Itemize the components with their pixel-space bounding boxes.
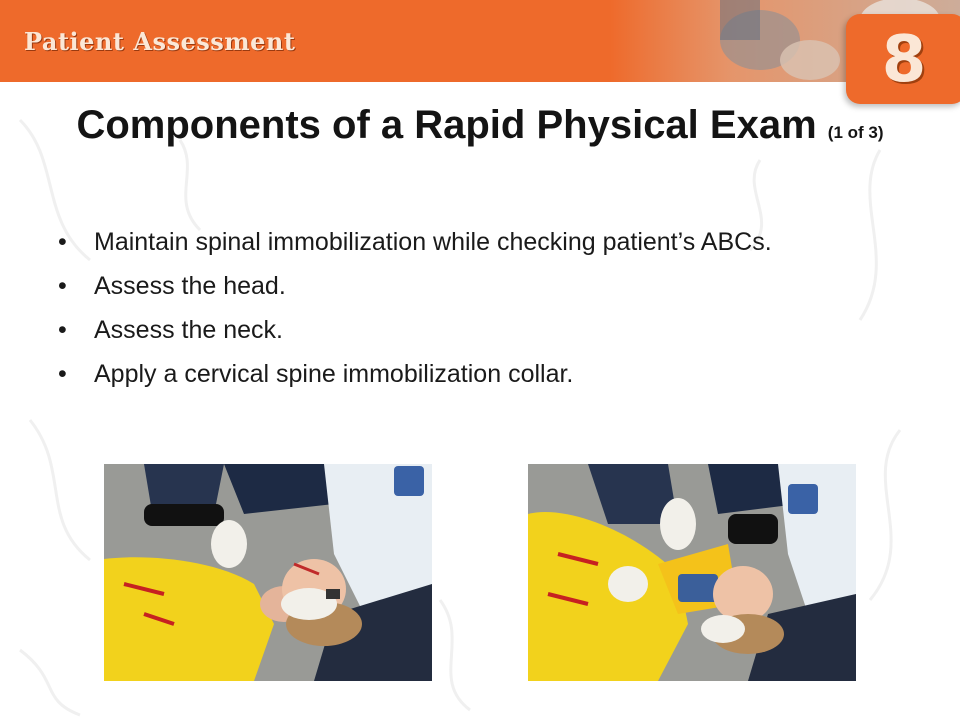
bullet-icon: • <box>58 228 67 256</box>
photo-cervical-collar <box>528 464 856 681</box>
slide-title <box>60 98 900 160</box>
bullet-icon: • <box>58 360 67 388</box>
bullet-icon: • <box>58 272 67 300</box>
header-bar <box>0 0 960 82</box>
bullet-icon: • <box>58 316 67 344</box>
bullet-list <box>58 226 890 402</box>
slide-title-suffix: (1 of 3) <box>827 123 884 142</box>
list-item: • Apply a cervical spine immobilization collar. <box>58 360 574 388</box>
list-item: • Maintain spinal immobilization while checking patient’s ABCs. <box>58 228 772 256</box>
list-item: • Assess the neck. <box>58 316 283 344</box>
slide-title-text: Components of a Rapid Physical Exam <box>76 103 817 147</box>
photo-manual-stabilization <box>104 464 432 681</box>
chapter-number: 8 <box>881 23 927 97</box>
section-title: Patient Assessment <box>24 27 296 56</box>
list-item: • Assess the head. <box>58 272 286 300</box>
